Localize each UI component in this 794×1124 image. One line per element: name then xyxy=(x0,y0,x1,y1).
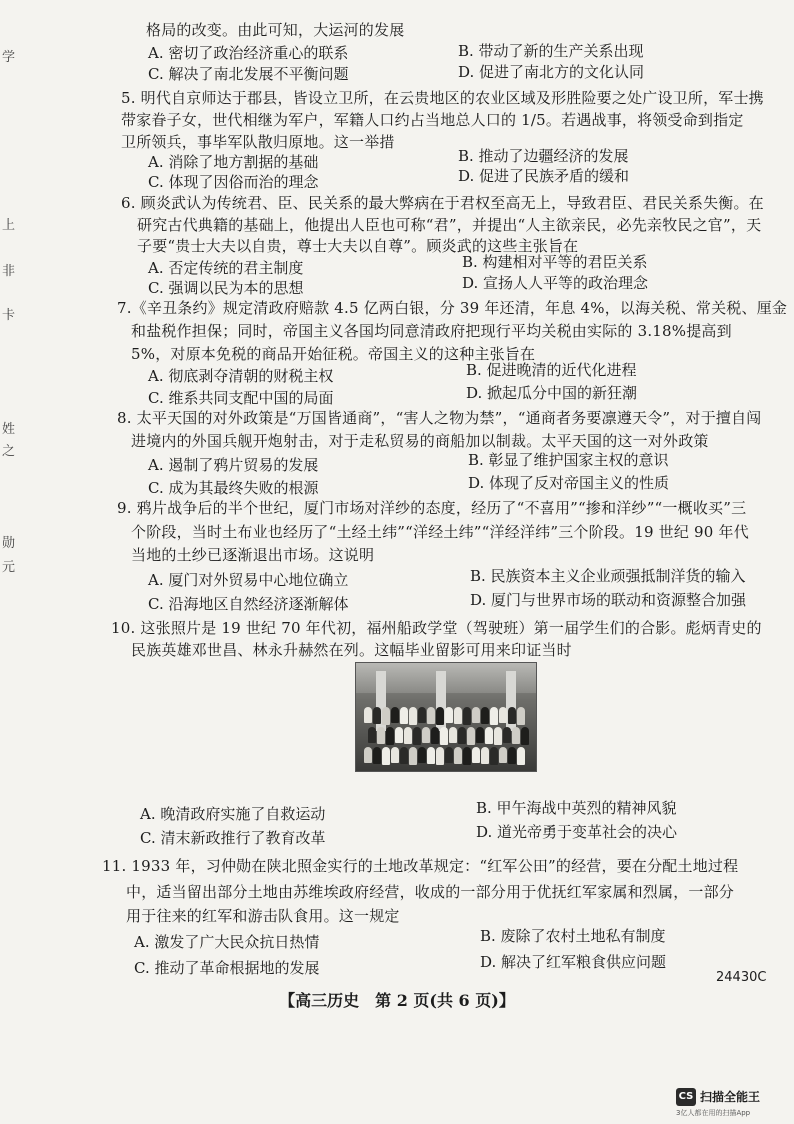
q7-stem-line: 5%，对原本免税的商品开始征税。帝国主义的这种主张旨在 xyxy=(131,345,536,363)
paper-code: 24430C xyxy=(716,970,767,985)
q7-stem-line: 7.《辛丑条约》规定清政府赔款 4.5 亿两白银，分 39 年还清，年息 4%，以海关税、常关税、厘金 xyxy=(117,299,788,317)
photo-person xyxy=(472,707,480,723)
q9-option-b[interactable]: B. 民族资本主义企业顽强抵制洋货的输入 xyxy=(470,567,746,585)
margin-char: 学 xyxy=(2,50,16,65)
camscanner-name: 扫描全能王 xyxy=(700,1090,761,1104)
q9-stem-line: 9. 鸦片战争后的半个世纪，厦门市场对洋纱的态度，经历了“不喜用”“掺和洋纱”“一概收买”三 xyxy=(117,499,747,517)
q11-stem-line: 中，适当留出部分土地由苏维埃政府经营，收成的一部分用于优抚红军家属和烈属，一部分 xyxy=(126,883,735,901)
photo-person xyxy=(391,707,399,723)
q10-stem-line: 民族英雄邓世昌、林永升赫然在列。这幅毕业留影可用来印证当时 xyxy=(131,641,572,659)
q10-stem-line: 10. 这张照片是 19 世纪 70 年代初，福州船政学堂（驾驶班）第一届学生们的合影。彪炳青史的 xyxy=(111,619,762,637)
q6-stem-line: 研究古代典籍的基础上，他提出人臣也可称“君”，并提出“人主欲亲民，必先亲牧民之官”，天 xyxy=(137,216,762,234)
margin-char: 之 xyxy=(2,444,16,459)
photo-person xyxy=(373,707,381,724)
photo-person xyxy=(418,707,426,723)
photo-person xyxy=(445,747,453,763)
margin-char: 姓 xyxy=(2,422,16,437)
q9-stem-line: 当地的土纱已逐渐退出市场。这说明 xyxy=(131,546,375,564)
margin-char: 上 xyxy=(2,218,16,233)
q6-option-b[interactable]: B. 构建相对平等的君臣关系 xyxy=(462,253,648,271)
q10-option-c[interactable]: C. 清末新政推行了教育改革 xyxy=(140,829,326,847)
photo-person xyxy=(508,707,516,724)
photo-person xyxy=(386,727,394,745)
q5-option-a[interactable]: A. 消除了地方割据的基础 xyxy=(148,153,319,171)
q7-option-d[interactable]: D. 掀起瓜分中国的新狂潮 xyxy=(466,384,638,402)
q5-stem-line: 带家眷子女，世代相继为军户，军籍人口约占当地总人口的 1/5。若遇战事，将领受命到指定 xyxy=(121,111,744,129)
photo-person xyxy=(476,727,484,743)
q8-option-c[interactable]: C. 成为其最终失败的根源 xyxy=(148,479,319,497)
q5-option-c[interactable]: C. 体现了因俗而治的理念 xyxy=(148,173,319,191)
q9-option-a[interactable]: A. 厦门对外贸易中心地位确立 xyxy=(148,571,349,589)
q4-stem-tail: 格局的改变。由此可知，大运河的发展 xyxy=(146,21,405,39)
q6-option-d[interactable]: D. 宣扬人人平等的政治理念 xyxy=(462,274,649,292)
q7-option-b[interactable]: B. 促进晚清的近代化进程 xyxy=(466,361,637,379)
photo-person xyxy=(449,727,457,743)
q6-stem-line: 子要“贵士大夫以自贵，尊士大夫以自尊”。顾炎武的这些主张旨在 xyxy=(137,237,579,255)
q10-option-d[interactable]: D. 道光帝勇于变革社会的决心 xyxy=(476,823,678,841)
photo-person xyxy=(517,707,525,725)
photo-person xyxy=(463,747,471,765)
photo-person xyxy=(373,747,381,764)
q10-option-a[interactable]: A. 晚清政府实施了自救运动 xyxy=(140,805,326,823)
q11-stem-line: 用于往来的红军和游击队食用。这一规定 xyxy=(126,907,400,925)
photo-person xyxy=(490,747,498,765)
photo-person xyxy=(418,747,426,763)
graduation-group-photo xyxy=(355,662,537,772)
photo-person xyxy=(364,707,372,723)
margin-char: 元 xyxy=(2,560,16,575)
q6-stem-line: 6. 顾炎武认为传统君、臣、民关系的最大弊病在于君权至高无上，导致君臣、君民关系失衡。在 xyxy=(121,194,764,212)
photo-person xyxy=(377,727,385,744)
photo-person xyxy=(382,747,390,765)
photo-person xyxy=(517,747,525,765)
photo-crowd-front-row xyxy=(364,747,528,765)
photo-person xyxy=(364,747,372,763)
photo-person xyxy=(499,747,507,763)
photo-person xyxy=(512,727,520,744)
photo-person xyxy=(458,727,466,744)
photo-person xyxy=(454,747,462,764)
margin-char: 非 xyxy=(2,264,16,279)
photo-person xyxy=(413,727,421,745)
q8-option-d[interactable]: D. 体现了反对帝国主义的性质 xyxy=(468,474,670,492)
photo-person xyxy=(508,747,516,764)
q11-option-b[interactable]: B. 废除了农村土地私有制度 xyxy=(480,927,666,945)
photo-crowd-middle-row xyxy=(364,727,528,745)
photo-person xyxy=(472,747,480,763)
q5-stem-line: 卫所领兵，事毕军队散归原地。这一举措 xyxy=(121,133,395,151)
camscanner-logo-icon: CS xyxy=(676,1088,696,1106)
photo-person xyxy=(436,747,444,765)
q7-stem-line: 和盐税作担保；同时，帝国主义各国均同意清政府把现行平均关税由实际的 3.18%提高到 xyxy=(131,322,732,340)
q8-stem-line: 8. 太平天国的对外政策是“万国皆通商”，“害人之物为禁”，“通商者务要凛遵天令”，对于擅自闯 xyxy=(117,409,762,427)
page-footer: 【高三历史 第 2 页(共 6 页)】 xyxy=(279,991,515,1010)
photo-person xyxy=(445,707,453,723)
photo-person xyxy=(454,707,462,724)
photo-person xyxy=(494,727,502,745)
margin-char: 卡 xyxy=(2,308,16,323)
q6-option-a[interactable]: A. 否定传统的君主制度 xyxy=(148,259,304,277)
q8-stem-line: 进境内的外国兵舰开炮射击，对于走私贸易的商船加以制裁。太平天国的这一对外政策 xyxy=(131,432,709,450)
photo-person xyxy=(521,727,529,745)
q4-option-d[interactable]: D. 促进了南北方的文化认同 xyxy=(458,63,645,81)
q11-stem-line: 11. 1933 年，习仲勋在陕北照金实行的土地改革规定：“红军公田”的经营，要在分配土地过程 xyxy=(102,857,739,875)
photo-person xyxy=(400,747,408,764)
photo-person xyxy=(409,747,417,765)
photo-person xyxy=(391,747,399,763)
photo-person xyxy=(427,747,435,764)
camscanner-tagline: 3亿人都在用的扫描App xyxy=(676,1109,751,1117)
photo-person xyxy=(400,707,408,724)
q10-option-b[interactable]: B. 甲午海战中英烈的精神风貌 xyxy=(476,799,677,817)
photo-person xyxy=(490,707,498,725)
q8-option-a[interactable]: A. 遏制了鸦片贸易的发展 xyxy=(148,456,319,474)
q11-option-c[interactable]: C. 推动了革命根据地的发展 xyxy=(134,959,320,977)
q8-option-b[interactable]: B. 彰显了维护国家主权的意识 xyxy=(468,451,669,469)
photo-person xyxy=(503,727,511,743)
q4-option-c[interactable]: C. 解决了南北发展不平衡问题 xyxy=(148,65,349,83)
q4-option-a[interactable]: A. 密切了政治经济重心的联系 xyxy=(148,44,349,62)
q5-option-b[interactable]: B. 推动了边疆经济的发展 xyxy=(458,147,629,165)
photo-person xyxy=(481,707,489,724)
photo-person xyxy=(440,727,448,745)
q11-option-a[interactable]: A. 激发了广大民众抗日热情 xyxy=(134,933,320,951)
photo-person xyxy=(404,727,412,744)
q9-option-d[interactable]: D. 厦门与世界市场的联动和资源整合加强 xyxy=(470,591,747,609)
q9-option-c[interactable]: C. 沿海地区自然经济逐渐解体 xyxy=(148,595,349,613)
margin-char: 勋 xyxy=(2,536,16,551)
photo-person xyxy=(499,707,507,723)
photo-person xyxy=(467,727,475,745)
q11-option-d[interactable]: D. 解决了红军粮食供应问题 xyxy=(480,953,667,971)
photo-person xyxy=(409,707,417,725)
photo-person xyxy=(485,727,493,744)
q6-option-c[interactable]: C. 强调以民为本的思想 xyxy=(148,279,304,297)
photo-person xyxy=(382,707,390,725)
q9-stem-line: 个阶段，当时土布业也经历了“土经土纬”“洋经土纬”“洋经洋纬”三个阶段。19 世纪 90 年代 xyxy=(131,523,749,541)
photo-person xyxy=(463,707,471,725)
photo-person xyxy=(368,727,376,743)
photo-person xyxy=(436,707,444,725)
q5-stem-line: 5. 明代自京师达于郡县，皆设立卫所，在云贵地区的农业区域及形胜险要之处广设卫所，军士携 xyxy=(121,89,764,107)
photo-person xyxy=(481,747,489,764)
q4-option-b[interactable]: B. 带动了新的生产关系出现 xyxy=(458,42,644,60)
q5-option-d[interactable]: D. 促进了民族矛盾的缓和 xyxy=(458,167,630,185)
photo-person xyxy=(422,727,430,743)
photo-person xyxy=(427,707,435,724)
photo-crowd-back-row xyxy=(364,707,528,725)
q7-option-a[interactable]: A. 彻底剥夺清朝的财税主权 xyxy=(148,367,334,385)
photo-person xyxy=(431,727,439,744)
photo-person xyxy=(395,727,403,743)
q7-option-c[interactable]: C. 维系共同支配中国的局面 xyxy=(148,389,334,407)
